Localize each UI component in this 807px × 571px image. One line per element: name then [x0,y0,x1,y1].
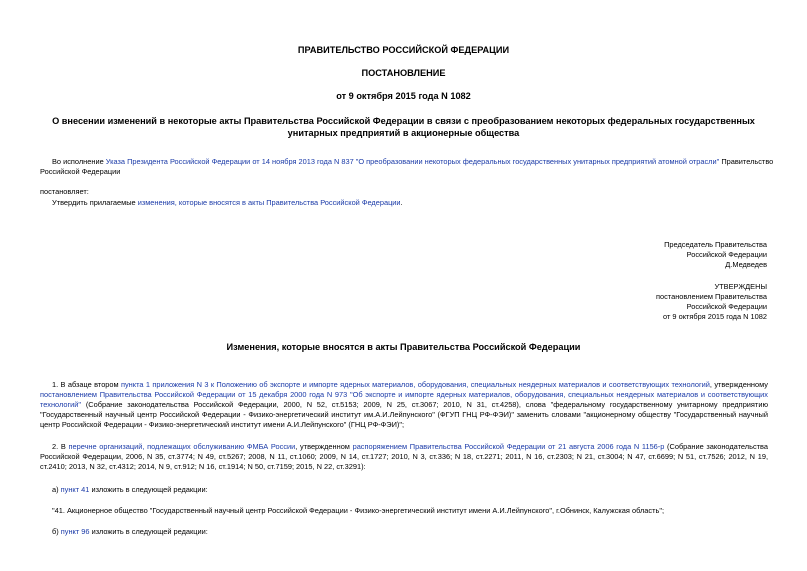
approved-line1: УТВЕРЖДЕНЫ [714,282,767,291]
doc-date-number: от 9 октября 2015 года N 1082 [336,91,471,101]
item2-text-a: 2. В [52,442,69,451]
item2-link-order[interactable]: распоряжением Правительства Российской Федерации от 21 августа 2006 года N 1156-р [352,442,665,451]
item2-link-list[interactable]: перечне организаций, подлежащих обслуживанию ФМБА России [68,442,296,451]
signature-line2: Российской Федерации [686,250,767,259]
item1-link-resolution[interactable]: постановлением Правительства Российской Федерации от 15 декабря 2000 года N 973 "Об экспорте и импорте ядерных материалов, оборудования, специальных неядерных материалов и соответствующих технологий" [40,390,768,409]
preamble-prefix: Во исполнение [52,157,106,166]
approve-suffix: . [400,198,403,207]
sub-b-prefix: б) [52,527,61,536]
item2-text-b: , утвержденном [295,442,353,451]
preamble-line2: Российской Федерации [40,167,121,176]
quote-41: "41. Акционерное общество "Государственный научный центр Российской Федерации - Физико-энергетический институт имени А.И.Лейпунского", г.Обнинск, Калужская область"; [52,506,664,515]
changes-link[interactable]: изменения, которые вносятся в акты Правительства Российской Федерации [137,198,401,207]
sub-a-prefix: а) [52,485,61,494]
sub-a-suffix: изложить в следующей редакции: [89,485,208,494]
decides-text: постановляет: [40,187,89,196]
approved-line3: Российской Федерации [686,302,767,311]
doc-title-line1: О внесении изменений в некоторые акты Правительства Российской Федерации в связи с преобразованием некоторых федеральных государственных [52,116,755,126]
item1-text-c: (Собрание законодательства Российской Федерации, 2000, N 52, ст.5153; 2009, N 25, ст.3067; 2010, N 31, ст.4258), слова "федеральному государственному унитарному предприятию "Государственный научный центр Российской Федерации - Физико-энергетический институт им.А.И.Лейпунского" (ФГУП ГНЦ РФ-ФЭИ)" заменить словами "акционерному обществу "Государственный научный центр Российской Федерации - Физико-энергетический институт имени А.И.Лейпунского" (ГНЦ РФ-ФЭИ)"; [40,400,768,429]
item1-link-appendix[interactable]: пункта 1 приложения N 3 к Положению об экспорте и импорте ядерных материалов, оборудования, специальных неядерных материалов и соответствующих технологий [120,380,710,389]
decree-link[interactable]: Указа Президента Российской Федерации от 14 ноября 2013 года N 837 "О преобразовании некоторых федеральных государственных унитарных предприятий атомной отрасли" [105,157,720,166]
item-2-paragraph [40,442,768,472]
government-heading: ПРАВИТЕЛЬСТВО РОССИЙСКОЙ ФЕДЕРАЦИИ [297,45,510,55]
preamble-line1 [52,157,773,167]
sub-b-suffix: изложить в следующей редакции: [89,527,208,536]
item2-text-c: (Собрание законодательства Российской Федерации, 2006, N 35, ст.3774; N 49, ст.5267; 2008, N 11, ст.1060; 2009, N 14, ст.1727; 2010, N 3, ст.336; N 18, ст.2271; 2011, N 16, ст.2303; N 21, ст.3004; N 47, ст.6699; N 51, ст.7526; 2012, N 19, ст.2410; 2013, N 32, ст.4312; 2014, N 9, ст.912; N 16, ст.1914; N 50, ст.7159; 2015, N 22, ст.3291): [40,442,768,471]
signature-line1: Председатель Правительства [664,240,767,249]
signature-name: Д.Медведев [725,260,767,269]
approve-line [52,198,403,208]
sub-item-a [52,485,208,495]
approved-line2: постановлением Правительства [656,292,767,301]
sub-item-b [52,527,208,537]
approved-line4: от 9 октября 2015 года N 1082 [663,312,767,321]
preamble-suffix: Правительство [719,157,774,166]
approve-prefix: Утвердить прилагаемые [52,198,138,207]
item1-text-b: , утвержденному [709,380,768,389]
item1-text-a: 1. В абзаце втором [52,380,121,389]
item-1-paragraph [40,380,768,430]
point-96-link[interactable]: пункт 96 [60,527,90,536]
changes-title: Изменения, которые вносятся в акты Правительства Российской Федерации [226,342,581,352]
doc-title-line2: унитарных предприятий в акционерные общества [287,128,520,138]
point-41-link[interactable]: пункт 41 [60,485,90,494]
doc-type-heading: ПОСТАНОВЛЕНИЕ [361,68,446,78]
